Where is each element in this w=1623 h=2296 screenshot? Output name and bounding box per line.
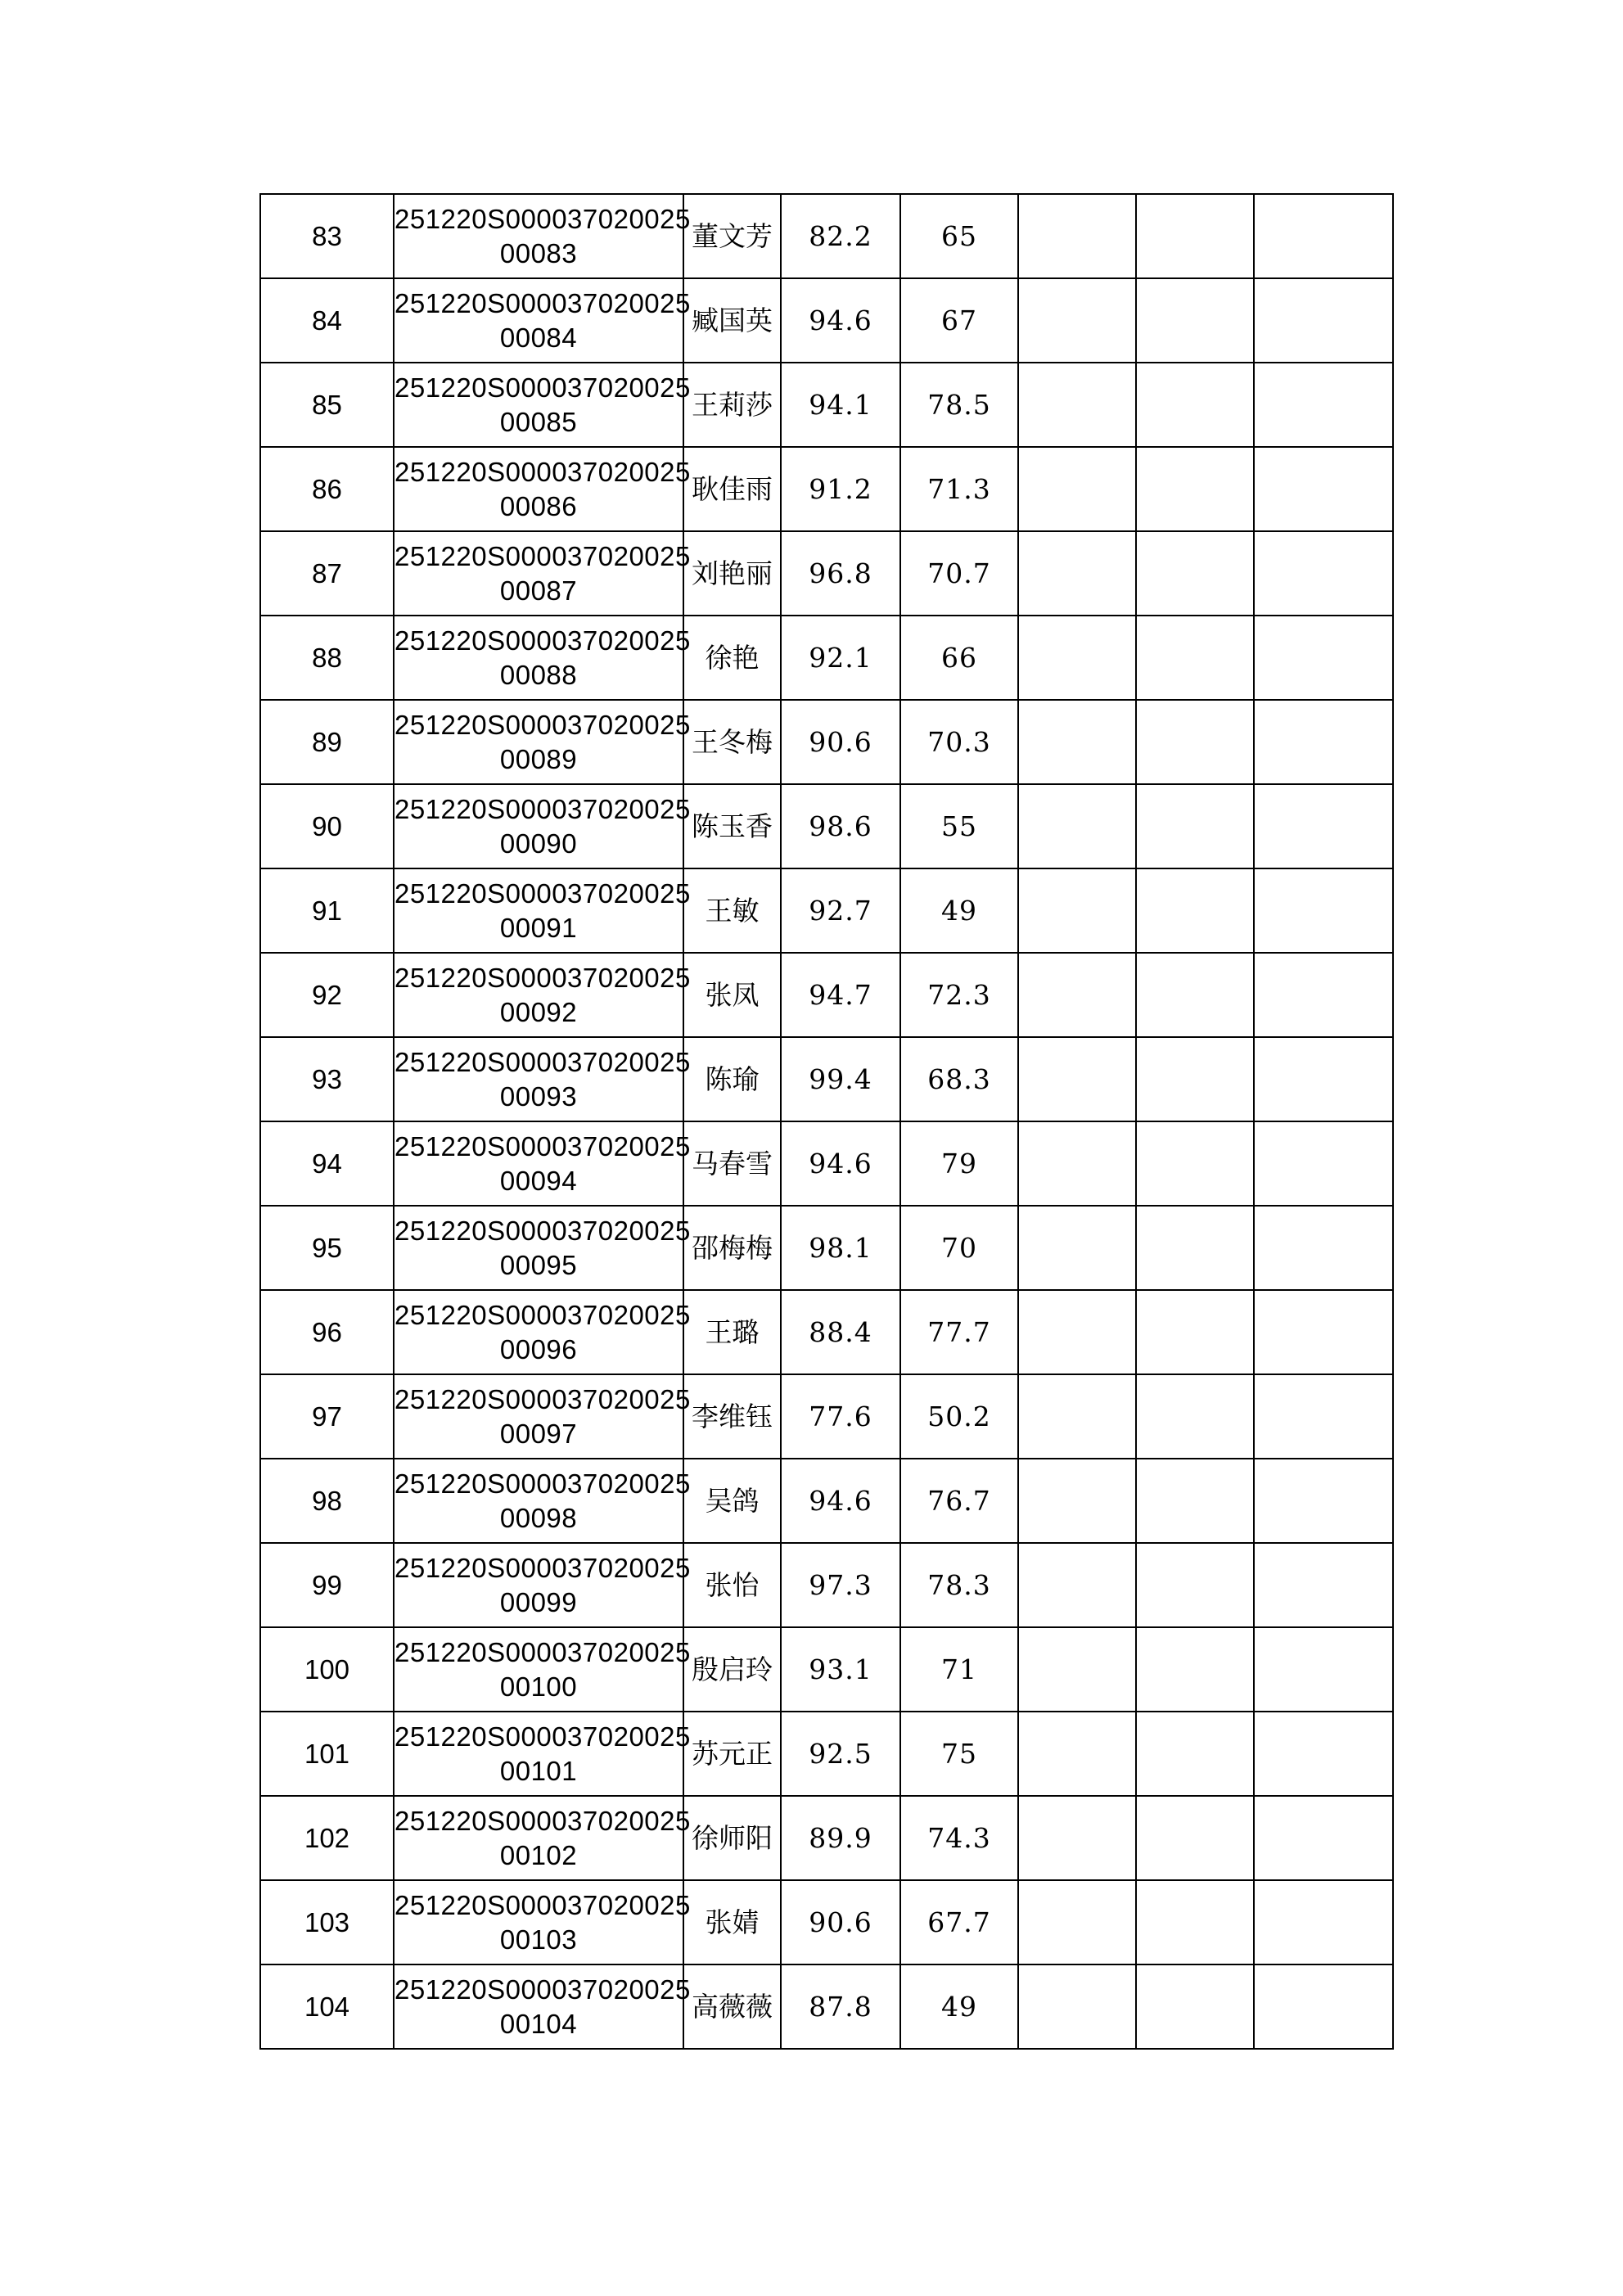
score1-cell: 94.7 <box>781 953 900 1037</box>
score1-cell: 94.6 <box>781 1121 900 1206</box>
registration-id-line1: 251220S000037020025 <box>394 1553 691 1584</box>
registration-id-line1: 251220S000037020025 <box>394 288 691 319</box>
score2-cell: 79 <box>900 1121 1018 1206</box>
registration-id-line1: 251220S000037020025 <box>394 625 691 656</box>
score2-cell: 66 <box>900 616 1018 700</box>
empty-cell <box>1254 953 1393 1037</box>
score2-cell: 70.7 <box>900 531 1018 616</box>
empty-cell <box>1018 1290 1136 1374</box>
empty-cell <box>1254 1712 1393 1796</box>
registration-id-line2: 00103 <box>499 1924 578 1955</box>
registration-id-cell <box>394 1796 691 1880</box>
registration-id-cell <box>394 700 691 784</box>
empty-cell <box>1136 1880 1254 1964</box>
empty-cell <box>1136 531 1254 616</box>
empty-cell <box>1254 784 1393 868</box>
registration-id-line1: 251220S000037020025 <box>394 1468 691 1500</box>
name-cell: 徐师阳 <box>683 1796 781 1880</box>
registration-id-line1: 251220S000037020025 <box>394 1300 691 1331</box>
registration-id-cell <box>394 1206 691 1290</box>
registration-id-line2: 00096 <box>499 1333 578 1365</box>
score2-cell: 50.2 <box>900 1374 1018 1459</box>
registration-id-cell <box>394 1037 691 1121</box>
empty-cell <box>1254 1290 1393 1374</box>
registration-id-line2: 00093 <box>499 1080 578 1112</box>
registration-id-cell <box>394 784 691 868</box>
empty-cell <box>1254 1459 1393 1543</box>
registration-id-line1: 251220S000037020025 <box>394 1974 691 2005</box>
registration-id-line2: 00099 <box>499 1586 578 1617</box>
empty-cell <box>1136 700 1254 784</box>
empty-cell <box>1136 1543 1254 1627</box>
empty-cell <box>1254 1121 1393 1206</box>
row-index-cell: 87 <box>260 531 394 616</box>
table-row <box>260 447 1393 531</box>
empty-cell <box>1254 700 1393 784</box>
empty-cell <box>1254 194 1393 278</box>
empty-cell <box>1018 1964 1136 2049</box>
name-cell: 马春雪 <box>683 1121 781 1206</box>
score2-cell: 78.3 <box>900 1543 1018 1627</box>
score1-cell: 77.6 <box>781 1374 900 1459</box>
name-cell: 王璐 <box>683 1290 781 1374</box>
table-row <box>260 278 1393 363</box>
name-cell: 耿佳雨 <box>683 447 781 531</box>
row-index-cell: 98 <box>260 1459 394 1543</box>
empty-cell <box>1018 1459 1136 1543</box>
registration-id-line1: 251220S000037020025 <box>394 878 691 909</box>
score1-cell: 89.9 <box>781 1796 900 1880</box>
score1-cell: 87.8 <box>781 1964 900 2049</box>
registration-id-line2: 00088 <box>499 659 578 690</box>
registration-id-line1: 251220S000037020025 <box>394 794 691 825</box>
empty-cell <box>1254 1964 1393 2049</box>
registration-id-line1: 251220S000037020025 <box>394 204 691 235</box>
empty-cell <box>1254 1880 1393 1964</box>
registration-id-cell <box>394 1290 691 1374</box>
row-index-cell: 101 <box>260 1712 394 1796</box>
name-cell: 苏元正 <box>683 1712 781 1796</box>
score2-cell: 71 <box>900 1627 1018 1712</box>
empty-cell <box>1136 784 1254 868</box>
row-index-cell: 89 <box>260 700 394 784</box>
empty-cell <box>1254 447 1393 531</box>
name-cell: 臧国英 <box>683 278 781 363</box>
name-cell: 吴鸽 <box>683 1459 781 1543</box>
score1-cell: 88.4 <box>781 1290 900 1374</box>
table-row <box>260 1964 1393 2049</box>
table-row <box>260 1543 1393 1627</box>
registration-id-cell <box>394 1543 691 1627</box>
score2-cell: 65 <box>900 194 1018 278</box>
empty-cell <box>1018 700 1136 784</box>
table-row <box>260 1880 1393 1964</box>
empty-cell <box>1018 784 1136 868</box>
table-row <box>260 531 1393 616</box>
score1-cell: 92.5 <box>781 1712 900 1796</box>
name-cell: 徐艳 <box>683 616 781 700</box>
registration-id-line1: 251220S000037020025 <box>394 1216 691 1247</box>
registration-id-line2: 00094 <box>499 1165 578 1196</box>
registration-id-line1: 251220S000037020025 <box>394 1806 691 1837</box>
score1-cell: 98.1 <box>781 1206 900 1290</box>
empty-cell <box>1136 194 1254 278</box>
registration-id-line2: 00083 <box>499 237 578 268</box>
empty-cell <box>1136 278 1254 363</box>
registration-id-line2: 00087 <box>499 575 578 606</box>
registration-id-line2: 00086 <box>499 490 578 521</box>
empty-cell <box>1018 1206 1136 1290</box>
row-index-cell: 95 <box>260 1206 394 1290</box>
score2-cell: 55 <box>900 784 1018 868</box>
row-index-cell: 90 <box>260 784 394 868</box>
empty-cell <box>1136 953 1254 1037</box>
registration-id-line2: 00091 <box>499 912 578 943</box>
table-row <box>260 1121 1393 1206</box>
registration-id-line2: 00097 <box>499 1418 578 1449</box>
registration-id-line1: 251220S000037020025 <box>394 1890 691 1921</box>
name-cell: 张怡 <box>683 1543 781 1627</box>
row-index-cell: 86 <box>260 447 394 531</box>
empty-cell <box>1254 1206 1393 1290</box>
table-row <box>260 1459 1393 1543</box>
registration-id-line1: 251220S000037020025 <box>394 1047 691 1078</box>
empty-cell <box>1018 1796 1136 1880</box>
score2-cell: 71.3 <box>900 447 1018 531</box>
name-cell: 王莉莎 <box>683 363 781 447</box>
empty-cell <box>1018 1121 1136 1206</box>
empty-cell <box>1018 531 1136 616</box>
name-cell: 王敏 <box>683 868 781 953</box>
empty-cell <box>1136 447 1254 531</box>
row-index-cell: 97 <box>260 1374 394 1459</box>
name-cell: 张婧 <box>683 1880 781 1964</box>
empty-cell <box>1018 616 1136 700</box>
score1-cell: 96.8 <box>781 531 900 616</box>
empty-cell <box>1018 953 1136 1037</box>
score1-cell: 82.2 <box>781 194 900 278</box>
score2-cell: 78.5 <box>900 363 1018 447</box>
empty-cell <box>1254 363 1393 447</box>
name-cell: 张凤 <box>683 953 781 1037</box>
table-row <box>260 1627 1393 1712</box>
empty-cell <box>1018 1880 1136 1964</box>
empty-cell <box>1136 363 1254 447</box>
registration-id-line1: 251220S000037020025 <box>394 1131 691 1162</box>
empty-cell <box>1254 616 1393 700</box>
row-index-cell: 83 <box>260 194 394 278</box>
empty-cell <box>1018 1543 1136 1627</box>
empty-cell <box>1136 1037 1254 1121</box>
score2-cell: 49 <box>900 1964 1018 2049</box>
row-index-cell: 102 <box>260 1796 394 1880</box>
table-row <box>260 1796 1393 1880</box>
registration-id-line2: 00084 <box>499 322 578 353</box>
registration-id-line2: 00089 <box>499 743 578 774</box>
name-cell: 李维钰 <box>683 1374 781 1459</box>
registration-id-line2: 00104 <box>499 2008 578 2039</box>
score1-cell: 90.6 <box>781 700 900 784</box>
empty-cell <box>1254 1796 1393 1880</box>
registration-id-cell <box>394 363 691 447</box>
empty-cell <box>1254 1627 1393 1712</box>
table-row <box>260 1037 1393 1121</box>
row-index-cell: 94 <box>260 1121 394 1206</box>
row-index-cell: 84 <box>260 278 394 363</box>
score2-cell: 70.3 <box>900 700 1018 784</box>
score1-cell: 94.1 <box>781 363 900 447</box>
empty-cell <box>1018 1712 1136 1796</box>
name-cell: 刘艳丽 <box>683 531 781 616</box>
row-index-cell: 96 <box>260 1290 394 1374</box>
score1-cell: 92.7 <box>781 868 900 953</box>
name-cell: 董文芳 <box>683 194 781 278</box>
registration-id-line1: 251220S000037020025 <box>394 541 691 572</box>
registration-id-line2: 00090 <box>499 828 578 859</box>
registration-id-line2: 00102 <box>499 1839 578 1870</box>
score1-cell: 90.6 <box>781 1880 900 1964</box>
score1-cell: 98.6 <box>781 784 900 868</box>
empty-cell <box>1254 1543 1393 1627</box>
registration-id-cell <box>394 278 691 363</box>
registration-id-cell <box>394 531 691 616</box>
registration-id-line1: 251220S000037020025 <box>394 1384 691 1415</box>
empty-cell <box>1018 278 1136 363</box>
registration-id-line1: 251220S000037020025 <box>394 710 691 741</box>
registration-id-line1: 251220S000037020025 <box>394 457 691 488</box>
table-row <box>260 784 1393 868</box>
empty-cell <box>1136 1206 1254 1290</box>
empty-cell <box>1136 1121 1254 1206</box>
registration-id-cell <box>394 868 691 953</box>
score2-cell: 72.3 <box>900 953 1018 1037</box>
registration-id-cell <box>394 194 691 278</box>
score2-cell: 75 <box>900 1712 1018 1796</box>
name-cell: 陈玉香 <box>683 784 781 868</box>
empty-cell <box>1254 1037 1393 1121</box>
registration-id-cell <box>394 1121 691 1206</box>
table-row <box>260 363 1393 447</box>
row-index-cell: 103 <box>260 1880 394 1964</box>
empty-cell <box>1018 194 1136 278</box>
table-row <box>260 194 1393 278</box>
score2-cell: 77.7 <box>900 1290 1018 1374</box>
empty-cell <box>1018 1037 1136 1121</box>
name-cell: 王冬梅 <box>683 700 781 784</box>
score2-cell: 70 <box>900 1206 1018 1290</box>
empty-cell <box>1254 531 1393 616</box>
score2-cell: 67.7 <box>900 1880 1018 1964</box>
registration-id-line2: 00095 <box>499 1249 578 1280</box>
name-cell: 高薇薇 <box>683 1964 781 2049</box>
empty-cell <box>1136 1627 1254 1712</box>
registration-id-cell <box>394 447 691 531</box>
table-row <box>260 700 1393 784</box>
empty-cell <box>1136 1796 1254 1880</box>
empty-cell <box>1136 1964 1254 2049</box>
empty-cell <box>1136 868 1254 953</box>
score1-cell: 92.1 <box>781 616 900 700</box>
score1-cell: 93.1 <box>781 1627 900 1712</box>
score1-cell: 94.6 <box>781 1459 900 1543</box>
name-cell: 殷启玲 <box>683 1627 781 1712</box>
row-index-cell: 93 <box>260 1037 394 1121</box>
score1-cell: 91.2 <box>781 447 900 531</box>
score2-cell: 68.3 <box>900 1037 1018 1121</box>
registration-id-cell <box>394 953 691 1037</box>
empty-cell <box>1136 1290 1254 1374</box>
empty-cell <box>1136 616 1254 700</box>
registration-id-cell <box>394 1712 691 1796</box>
score-table <box>259 193 1394 2050</box>
name-cell: 陈瑜 <box>683 1037 781 1121</box>
empty-cell <box>1254 278 1393 363</box>
registration-id-line1: 251220S000037020025 <box>394 1721 691 1752</box>
registration-id-cell <box>394 1880 691 1964</box>
name-cell: 邵梅梅 <box>683 1206 781 1290</box>
registration-id-line1: 251220S000037020025 <box>394 372 691 404</box>
score2-cell: 74.3 <box>900 1796 1018 1880</box>
score1-cell: 99.4 <box>781 1037 900 1121</box>
empty-cell <box>1018 1374 1136 1459</box>
registration-id-line1: 251220S000037020025 <box>394 963 691 994</box>
table-row <box>260 1206 1393 1290</box>
registration-id-cell <box>394 1374 691 1459</box>
registration-id-line1: 251220S000037020025 <box>394 1637 691 1668</box>
empty-cell <box>1018 868 1136 953</box>
registration-id-cell <box>394 1964 691 2049</box>
empty-cell <box>1136 1712 1254 1796</box>
empty-cell <box>1136 1374 1254 1459</box>
row-index-cell: 100 <box>260 1627 394 1712</box>
empty-cell <box>1018 363 1136 447</box>
score2-cell: 67 <box>900 278 1018 363</box>
table-row <box>260 1374 1393 1459</box>
registration-id-line2: 00100 <box>499 1671 578 1702</box>
table-row <box>260 953 1393 1037</box>
registration-id-cell <box>394 1459 691 1543</box>
registration-id-cell <box>394 616 691 700</box>
table-body <box>260 194 1393 2049</box>
row-index-cell: 85 <box>260 363 394 447</box>
registration-id-line2: 00092 <box>499 996 578 1027</box>
registration-id-cell <box>394 1627 691 1712</box>
empty-cell <box>1018 447 1136 531</box>
row-index-cell: 91 <box>260 868 394 953</box>
empty-cell <box>1254 1374 1393 1459</box>
empty-cell <box>1254 868 1393 953</box>
score2-cell: 49 <box>900 868 1018 953</box>
row-index-cell: 104 <box>260 1964 394 2049</box>
score2-cell: 76.7 <box>900 1459 1018 1543</box>
score1-cell: 94.6 <box>781 278 900 363</box>
table-row <box>260 616 1393 700</box>
table-row <box>260 868 1393 953</box>
empty-cell <box>1136 1459 1254 1543</box>
empty-cell <box>1018 1627 1136 1712</box>
table-row <box>260 1712 1393 1796</box>
registration-id-line2: 00098 <box>499 1502 578 1533</box>
table-row <box>260 1290 1393 1374</box>
score1-cell: 97.3 <box>781 1543 900 1627</box>
row-index-cell: 88 <box>260 616 394 700</box>
registration-id-line2: 00085 <box>499 406 578 437</box>
row-index-cell: 99 <box>260 1543 394 1627</box>
registration-id-line2: 00101 <box>499 1755 578 1786</box>
row-index-cell: 92 <box>260 953 394 1037</box>
